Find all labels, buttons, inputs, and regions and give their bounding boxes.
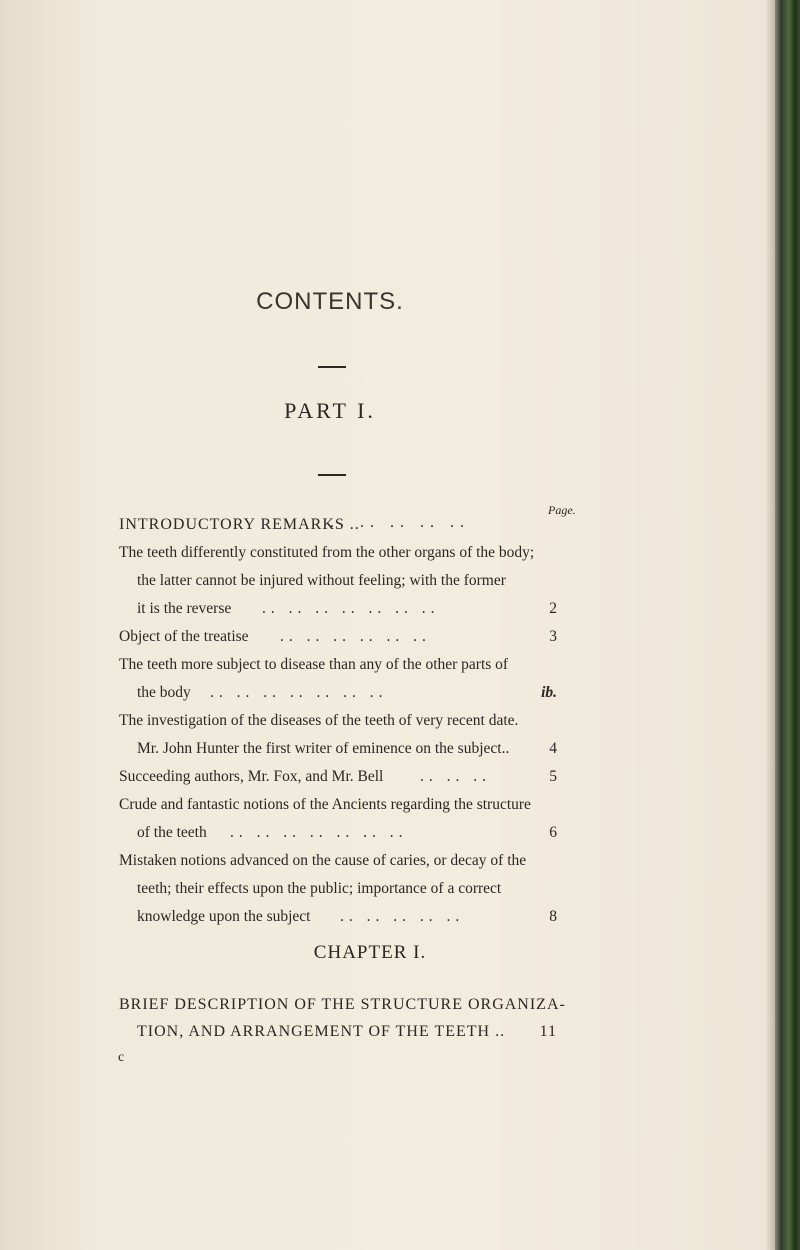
book-binding xyxy=(775,0,800,1250)
entry-leader: .. .. .. .. .. .. .. xyxy=(262,600,440,617)
entry-line: The teeth differently constituted from the other organs of the body; xyxy=(119,544,535,561)
entry-leader: .. .. .. .. .. xyxy=(340,908,465,925)
entry-line: Object of the treatise xyxy=(119,628,249,645)
entry-page: 4 xyxy=(549,740,557,757)
entry-line: The investigation of the diseases of the teeth of very recent date. xyxy=(119,712,519,729)
entry-page: 3 xyxy=(549,628,557,645)
chapter-heading: CHAPTER I. xyxy=(313,942,427,963)
page-column-label: Page. xyxy=(548,503,576,517)
page-gutter-shadow xyxy=(765,0,775,1250)
entry-page: ib. xyxy=(541,684,557,701)
entry-line: Crude and fantastic notions of the Ancients regarding the structure xyxy=(119,796,531,813)
chapter-page: 11 xyxy=(539,1023,557,1040)
toc-entry xyxy=(0,623,775,653)
title-rule xyxy=(318,366,346,368)
contents-heading: CONTENTS. xyxy=(256,288,404,315)
entry-line: Succeeding authors, Mr. Fox, and Mr. Bell xyxy=(119,768,384,785)
part-rule xyxy=(318,474,346,476)
entry-leader: .. .. .. xyxy=(420,768,491,785)
part-heading: PART I. xyxy=(284,398,376,423)
entry-page: 2 xyxy=(549,600,557,617)
entry-leader: .. .. .. .. .. .. xyxy=(280,628,431,645)
entry-line: the latter cannot be injured without feeling; with the former xyxy=(137,572,506,589)
toc-entry xyxy=(0,707,775,767)
entry-page: 6 xyxy=(549,824,557,841)
intro-heading: INTRODUCTORY REMARKS .. xyxy=(119,516,360,533)
toc-entry xyxy=(0,791,775,851)
entry-page: 5 xyxy=(549,768,557,785)
entry-line: Mistaken notions advanced on the cause of caries, or decay of the xyxy=(119,852,527,869)
toc-entry xyxy=(0,847,775,937)
entry-leader: .. .. .. .. .. .. .. xyxy=(210,684,388,701)
entry-line: knowledge upon the subject xyxy=(137,908,311,925)
intro-leader: .. .. .. .. .. xyxy=(330,514,470,531)
chapter-line: BRIEF DESCRIPTION OF THE STRUCTURE ORGANIZA- xyxy=(119,996,566,1013)
entry-line: the body xyxy=(137,684,191,701)
entry-line: of the teeth xyxy=(137,824,207,841)
entry-line: Mr. John Hunter the first writer of eminence on the subject.. xyxy=(137,740,510,757)
toc-entry xyxy=(0,763,775,793)
entry-leader: .. .. .. .. .. .. .. xyxy=(230,824,408,841)
entry-line: teeth; their effects upon the public; importance of a correct xyxy=(137,880,502,897)
entry-line: it is the reverse xyxy=(137,600,232,617)
entry-line: The teeth more subject to disease than any of the other parts of xyxy=(119,656,509,673)
chapter-line: TION, AND ARRANGEMENT OF THE TEETH .. xyxy=(137,1023,506,1040)
entry-page: 8 xyxy=(549,908,557,925)
toc-entry xyxy=(0,539,775,629)
toc-entry xyxy=(0,651,775,711)
signature-mark: c xyxy=(118,1050,125,1065)
